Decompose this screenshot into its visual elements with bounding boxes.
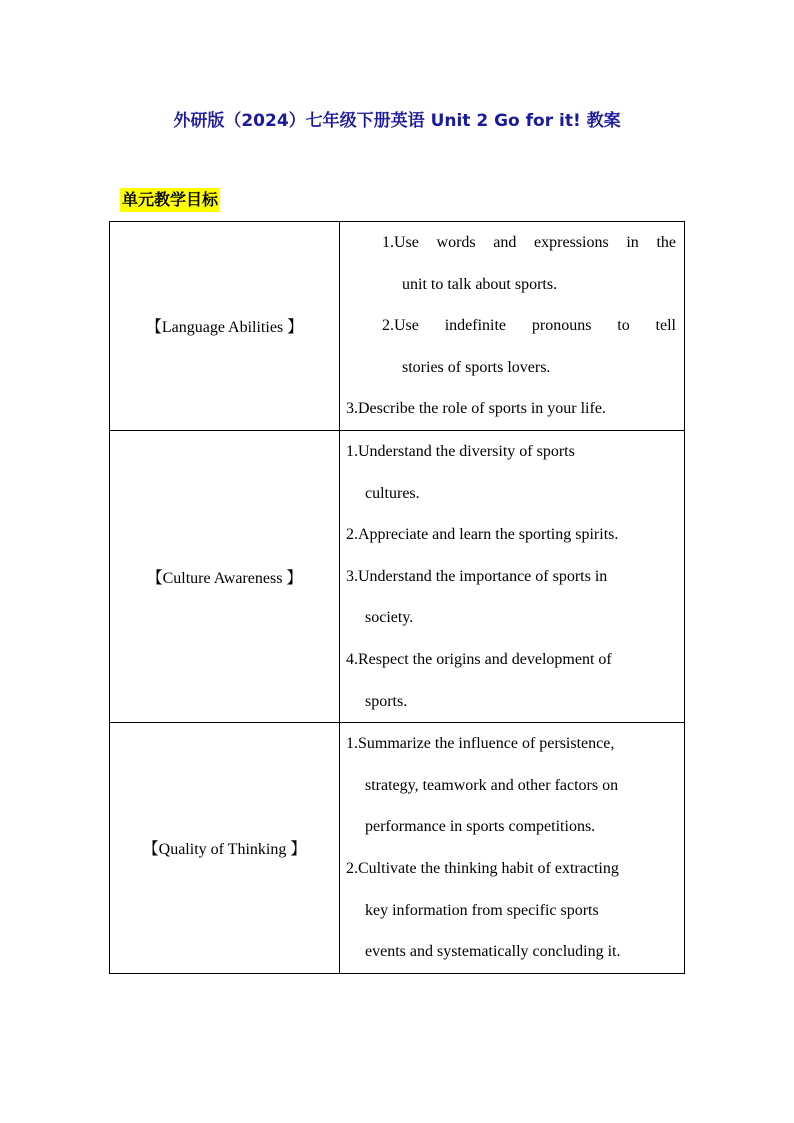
document-title: 外研版（2024）七年级下册英语 Unit 2 Go for it! 教案 [173, 111, 621, 131]
goal-item-continued: society. [365, 609, 414, 627]
table-row [110, 222, 685, 431]
category-language-abilities: 【Language Abilities 】 [110, 222, 340, 431]
goal-item-continued: cultures. [365, 484, 420, 502]
goal-item-continued: unit to talk about sports. [402, 275, 558, 293]
category-quality-of-thinking: 【Quality of Thinking 】 [110, 723, 340, 974]
table-row [110, 430, 685, 722]
goal-item: 2.Use indefinite pronouns to tell [382, 317, 676, 335]
goal-items [340, 222, 685, 431]
goal-item: 1.Summarize the influence of persistence, [346, 735, 615, 753]
goal-item: 1.Use words and expressions in the [382, 234, 676, 251]
goal-item: 3.Understand the importance of sports in [346, 567, 608, 585]
goal-item: 4.Respect the origins and development of [346, 650, 612, 668]
goal-item-continued: sports. [365, 692, 408, 710]
goal-item-continued: events and systematically concluding it. [365, 943, 621, 961]
goal-item-continued: stories of sports lovers. [402, 358, 551, 376]
category-culture-awareness: 【Culture Awareness 】 [110, 430, 340, 722]
goal-items [340, 723, 685, 974]
goal-item-continued: key information from specific sports [365, 901, 599, 919]
table-row [110, 723, 685, 974]
goal-item: 3.Describe the role of sports in your life. [346, 400, 606, 418]
goal-item: 1.Understand the diversity of sports [346, 442, 575, 460]
goal-items [340, 430, 685, 722]
goal-item: 2.Appreciate and learn the sporting spirits. [346, 526, 619, 544]
goal-item: 2.Cultivate the thinking habit of extracting [346, 859, 619, 877]
goal-item-continued: performance in sports competitions. [365, 818, 596, 836]
goal-item-continued: strategy, teamwork and other factors on [365, 776, 619, 794]
teaching-goals-table [109, 221, 685, 974]
section-heading: 单元教学目标 [120, 188, 220, 212]
